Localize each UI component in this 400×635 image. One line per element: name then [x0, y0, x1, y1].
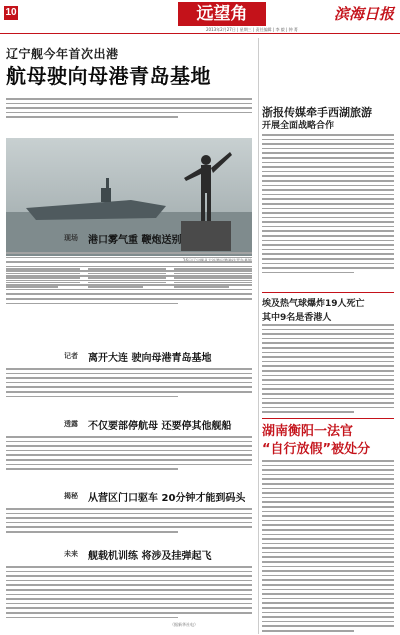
section-title: 舰载机训练 将涉及挂弹起飞 [88, 551, 212, 562]
side-story-title: 湖南衡阳一法官 [262, 424, 354, 439]
section-title: 离开大连 驶向母港青岛基地 [88, 353, 212, 364]
section-label: 揭秘 [64, 492, 78, 500]
side-divider [262, 292, 394, 293]
section-title: 港口雾气重 鞭炮送别 [88, 235, 182, 246]
newspaper-logo: 滨海日报 [333, 5, 394, 23]
side-story-subtitle: “自行放假”被处分 [262, 442, 371, 457]
header-rule [0, 33, 400, 34]
section-header [6, 488, 254, 506]
section-text [6, 368, 252, 400]
section-text [6, 566, 252, 621]
section-header [6, 416, 254, 434]
page-number: 10 [5, 7, 17, 18]
section-text [6, 508, 252, 536]
side-story-subtitle: 开展全面战略合作 [262, 121, 335, 131]
side-story-title: 埃及热气球爆炸19人死亡 [262, 299, 365, 309]
side-story-text [262, 460, 394, 635]
story-kicker: 辽宁舰今年首次出港 [6, 47, 119, 61]
section-title: 从营区门口驱车 20分钟才能到码头 [88, 493, 246, 504]
side-story-text [262, 134, 394, 276]
section-title: 不仅要部停航母 还要停其他舰船 [88, 421, 232, 432]
section-header [6, 348, 254, 366]
lead-paragraph [6, 98, 252, 121]
story-headline: 航母驶向母港青岛基地 [6, 64, 211, 88]
column-title: 远望角 [178, 2, 266, 26]
column-divider [258, 38, 259, 634]
section-label: 未来 [64, 550, 78, 558]
side-story-text [262, 324, 394, 416]
side-story-title: 浙报传媒牵手西湖旅游 [262, 106, 372, 119]
section-label: 现场 [64, 234, 78, 242]
masthead [0, 0, 400, 34]
section-text [6, 436, 252, 473]
section-label: 记者 [64, 352, 78, 360]
section-header [6, 546, 254, 564]
section-text [6, 252, 252, 307]
side-story-subtitle: 其中9名是香港人 [262, 313, 332, 323]
dateline: 2013年2月27日 | 星期三 | 责任编辑 | 李 毅 | 钟 菁 [206, 27, 298, 32]
side-divider [262, 418, 394, 419]
section-label: 透露 [64, 420, 78, 428]
footer-credit: （据新华社电） [170, 622, 198, 627]
section-header [6, 230, 254, 248]
